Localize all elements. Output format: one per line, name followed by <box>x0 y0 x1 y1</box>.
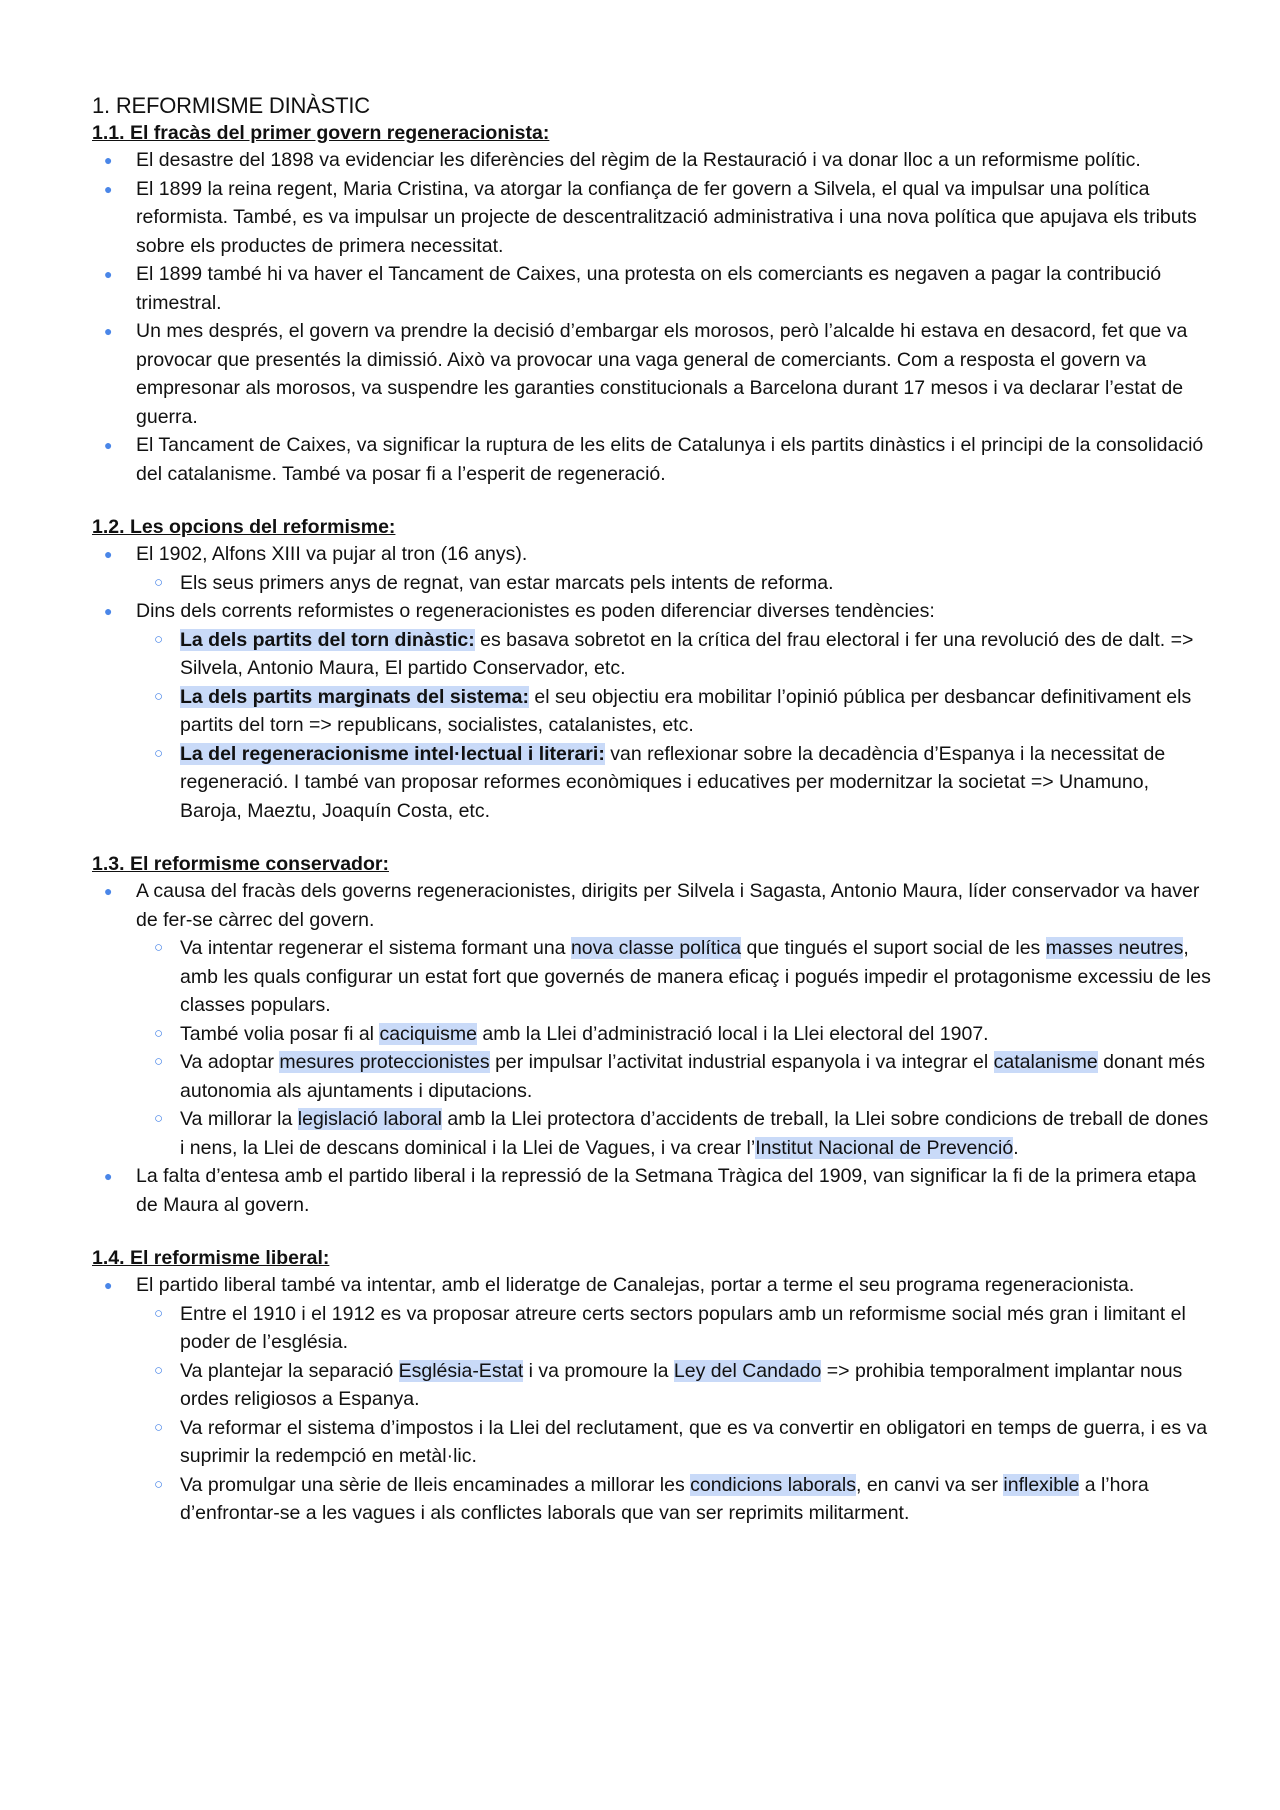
highlighted-term: nova classe política <box>570 937 742 959</box>
highlighted-term: Institut Nacional de Prevenció <box>755 1136 1014 1159</box>
sub-list-item: ○ Entre el 1910 i el 1912 es va proposar atreure certs sectors populars amb un reformisme social més gran i limitant el poder de l’església. <box>136 1300 1212 1357</box>
sub-list-item: ○ La dels partits marginats del sistema: el seu objectiu era mobilitar l’opinió pública per desbancar definitivament els partits del torn => republicans, socialistes, catalanistes, etc. <box>136 683 1212 740</box>
hollow-bullet-icon: ○ <box>154 939 164 956</box>
sub-list-item: ○ També volia posar fi al caciquisme amb la Llei d’administració local i la Llei electoral del 1907. <box>136 1020 1212 1049</box>
section-heading: 1.1. El fracàs del primer govern regeneracionista: <box>92 122 550 144</box>
section-1-2 <box>92 514 1212 825</box>
sub-list-item: ○ Va plantejar la separació Església-Estat i va promoure la Ley del Candado => prohibia temporalment implantar nous ordes religiosos a Espanya. <box>136 1357 1212 1414</box>
highlighted-term: Església-Estat <box>398 1359 524 1382</box>
highlighted-term: La dels partits del torn dinàstic: <box>180 628 475 651</box>
highlighted-term: condicions laborals <box>690 1473 856 1496</box>
hollow-bullet-icon: ○ <box>154 1304 164 1322</box>
sub-bullet-list <box>136 934 1212 1162</box>
section-1-4 <box>92 1245 1212 1528</box>
section-heading: 1.3. El reformisme conservador: <box>92 853 389 875</box>
section-1-1 <box>92 120 1212 488</box>
list-item: ● El 1899 també hi va haver el Tancament de Caixes, una protesta on els comerciants es negaven a pagar la contribució trimestral. <box>92 260 1212 317</box>
highlighted-term: masses neutres <box>1045 937 1184 959</box>
hollow-bullet-icon: ○ <box>154 744 164 762</box>
bullet-list <box>92 146 1212 488</box>
sub-list-item: ○ Va intentar regenerar el sistema formant una nova classe política que tingués el suport social de les masses neutres, amb les quals configurar un estat fort que governés de manera eficaç i pogués impedir el protagonisme excessiu de les classes populars. <box>136 934 1212 1020</box>
highlighted-term: inflexible <box>1003 1473 1080 1496</box>
list-item: ● Un mes després, el govern va prendre la decisió d’embargar els morosos, però l’alcalde hi estava en desacord, fet que va provocar que presentés la dimissió. Això va provocar una vaga general de comerciants. Com a resposta el govern va empresonar als morosos, va suspendre les garanties constitucionals a Barcelona durant 17 mesos i va declarar l’estat de guerra. <box>92 317 1212 431</box>
section-1-3 <box>92 851 1212 1219</box>
bullet-icon: ● <box>104 180 113 197</box>
bullet-icon: ● <box>104 152 113 168</box>
highlighted-term: Ley del Candado <box>673 1359 822 1382</box>
list-item: ● El Tancament de Caixes, va significar la ruptura de les elits de Catalunya i els partits dinàstics i el principi de la consolidació del catalanisme. També va posar fi a l’esperit de regeneració. <box>92 431 1212 488</box>
sub-bullet-list <box>136 1300 1212 1528</box>
sub-list-item: ○ Va reformar el sistema d’impostos i la Llei del reclutament, que es va convertir en obligatori en temps de guerra, i es va suprimir la redempció en metàl·lic. <box>136 1414 1212 1471</box>
bullet-list <box>92 540 1212 825</box>
list-item: ● La falta d’entesa amb el partido liberal i la repressió de la Setmana Tràgica del 1909, van significar la fi de la primera etapa de Maura al govern. <box>92 1162 1212 1219</box>
bullet-list <box>92 1271 1212 1528</box>
bullet-icon: ● <box>104 437 113 453</box>
sub-list-item: ○ La del regeneracionisme intel·lectual i literari: van reflexionar sobre la decadència d’Espanya i la necessitat de regeneració. I també van proposar reformes econòmiques i educatives per modernitzar la societat => Unamuno, Baroja, Maeztu, Joaquín Costa, etc. <box>136 740 1212 826</box>
list-item: ● El 1902, Alfons XIII va pujar al tron (16 anys). ○ Els seus primers anys de regnat, van estar marcats pels intents de reforma. <box>92 540 1212 597</box>
highlighted-term: La del regeneracionisme intel·lectual i literari: <box>180 742 605 765</box>
hollow-bullet-icon: ○ <box>154 573 164 591</box>
hollow-bullet-icon: ○ <box>154 1475 164 1493</box>
bullet-icon: ● <box>104 546 113 562</box>
list-item: ● El desastre del 1898 va evidenciar les diferències del règim de la Restauració i va donar lloc a un reformisme polític. <box>92 146 1212 175</box>
list-item: ● El partido liberal també va intentar, amb el lideratge de Canalejas, portar a terme el seu programa regeneracionista. ○ Entre el 1910 i el 1912 es va proposar atreure certs sectors populars amb un reformisme social més gran i limitant el poder de l’església. ○ Va plantejar la separació Església-Estat i va promoure la Ley del Candado => prohibia temporalment implantar nous ordes religiosos a Espanya. ○ Va reformar el sistema d’impostos i la Llei del reclutament, que es va convertir en obligatori en temps de guerra, i es va suprimir la redempció en metàl·lic. ○ Va promulgar una sèrie de lleis encaminades a millorar les condicions laborals, en canvi va ser inflexible a l’hora d’enfrontar-se a les vagues i als conflictes laborals que van ser reprimits militarment. <box>92 1271 1212 1528</box>
bullet-icon: ● <box>104 266 113 282</box>
list-item: ● Dins dels corrents reformistes o regeneracionistes es poden diferenciar diverses tendències: ○ La dels partits del torn dinàstic: es basava sobretot en la crítica del frau electoral i fer una revolució des de dalt. => Silvela, Antonio Maura, El partido Conservador, etc. ○ La dels partits marginats del sistema: el seu objectiu era mobilitar l’opinió pública per desbancar definitivament els partits del torn => republicans, socialistes, catalanistes, etc. ○ La del regeneracionisme intel·lectual i literari: van reflexionar sobre la decadència d’Espanya i la necessitat de regeneració. I també van proposar reformes econòmiques i educatives per modernitzar la societat => Unamuno, Baroja, Maeztu, Joaquín Costa, etc. <box>92 597 1212 825</box>
document-page <box>92 92 1212 1528</box>
section-heading: 1.4. El reformisme liberal: <box>92 1247 330 1269</box>
highlighted-term: caciquisme <box>379 1022 477 1045</box>
page-title: 1. REFORMISME DINÀSTIC <box>92 93 370 118</box>
sub-bullet-list <box>136 626 1212 826</box>
sub-list-item: ○ Va adoptar mesures proteccionistes per impulsar l’activitat industrial espanyola i va integrar el catalanisme donant més autonomia als ajuntaments i diputacions. <box>136 1048 1212 1105</box>
highlighted-term: mesures proteccionistes <box>279 1051 490 1073</box>
hollow-bullet-icon: ○ <box>154 630 164 648</box>
section-heading: 1.2. Les opcions del reformisme: <box>92 516 396 538</box>
hollow-bullet-icon: ○ <box>154 1418 164 1436</box>
bullet-icon: ● <box>104 323 113 339</box>
hollow-bullet-icon: ○ <box>154 1361 164 1379</box>
bullet-icon: ● <box>104 1168 113 1184</box>
hollow-bullet-icon: ○ <box>154 687 164 705</box>
sub-list-item: ○ Va promulgar una sèrie de lleis encaminades a millorar les condicions laborals, en canvi va ser inflexible a l’hora d’enfrontar-se a les vagues i als conflictes laborals que van ser reprimits militarment. <box>136 1471 1212 1528</box>
highlighted-term: legislació laboral <box>297 1108 442 1130</box>
bullet-icon: ● <box>104 883 113 899</box>
hollow-bullet-icon: ○ <box>154 1110 164 1127</box>
bullet-list <box>92 877 1212 1219</box>
sub-list-item: ○ Va millorar la legislació laboral amb la Llei protectora d’accidents de treball, la Llei sobre condicions de treball de dones i nens, la Llei de descans dominical i la Llei de Vagues, i va crear l’Institut Nacional de Prevenció. <box>136 1105 1212 1162</box>
hollow-bullet-icon: ○ <box>154 1024 164 1042</box>
highlighted-term: La dels partits marginats del sistema: <box>180 685 529 708</box>
hollow-bullet-icon: ○ <box>154 1053 164 1070</box>
list-item: ● El 1899 la reina regent, Maria Cristina, va atorgar la confiança de fer govern a Silvela, el qual va impulsar una política reformista. També, es va impulsar un projecte de descentralització administrativa i una nova política que apujava els tributs sobre els productes de primera necessitat. <box>92 175 1212 261</box>
bullet-icon: ● <box>104 1277 113 1293</box>
sub-list-item: ○ Els seus primers anys de regnat, van estar marcats pels intents de reforma. <box>136 569 1212 598</box>
bullet-icon: ● <box>104 603 113 619</box>
highlighted-term: catalanisme <box>993 1051 1098 1073</box>
list-item: ● A causa del fracàs dels governs regeneracionistes, dirigits per Silvela i Sagasta, Antonio Maura, líder conservador va haver de fer-se càrrec del govern. ○ Va intentar regenerar el sistema formant una nova classe política que tingués el suport social de les masses neutres, amb les quals configurar un estat fort que governés de manera eficaç i pogués impedir el protagonisme excessiu de les classes populars. ○ També volia posar fi al caciquisme amb la Llei d’administració local i la Llei electoral del 1907. ○ Va adoptar mesures proteccionistes per impulsar l’activitat industrial espanyola i va integrar el catalanisme donant més autonomia als ajuntaments i diputacions. ○ Va millorar la legislació laboral amb la Llei protectora d’accidents de treball, la Llei sobre condicions de treball de dones i nens, la Llei de descans dominical i la Llei de Vagues, i va crear l’Institut Nacional de Prevenció. <box>92 877 1212 1162</box>
sub-list-item: ○ La dels partits del torn dinàstic: es basava sobretot en la crítica del frau electoral i fer una revolució des de dalt. => Silvela, Antonio Maura, El partido Conservador, etc. <box>136 626 1212 683</box>
sub-bullet-list <box>136 569 1212 598</box>
